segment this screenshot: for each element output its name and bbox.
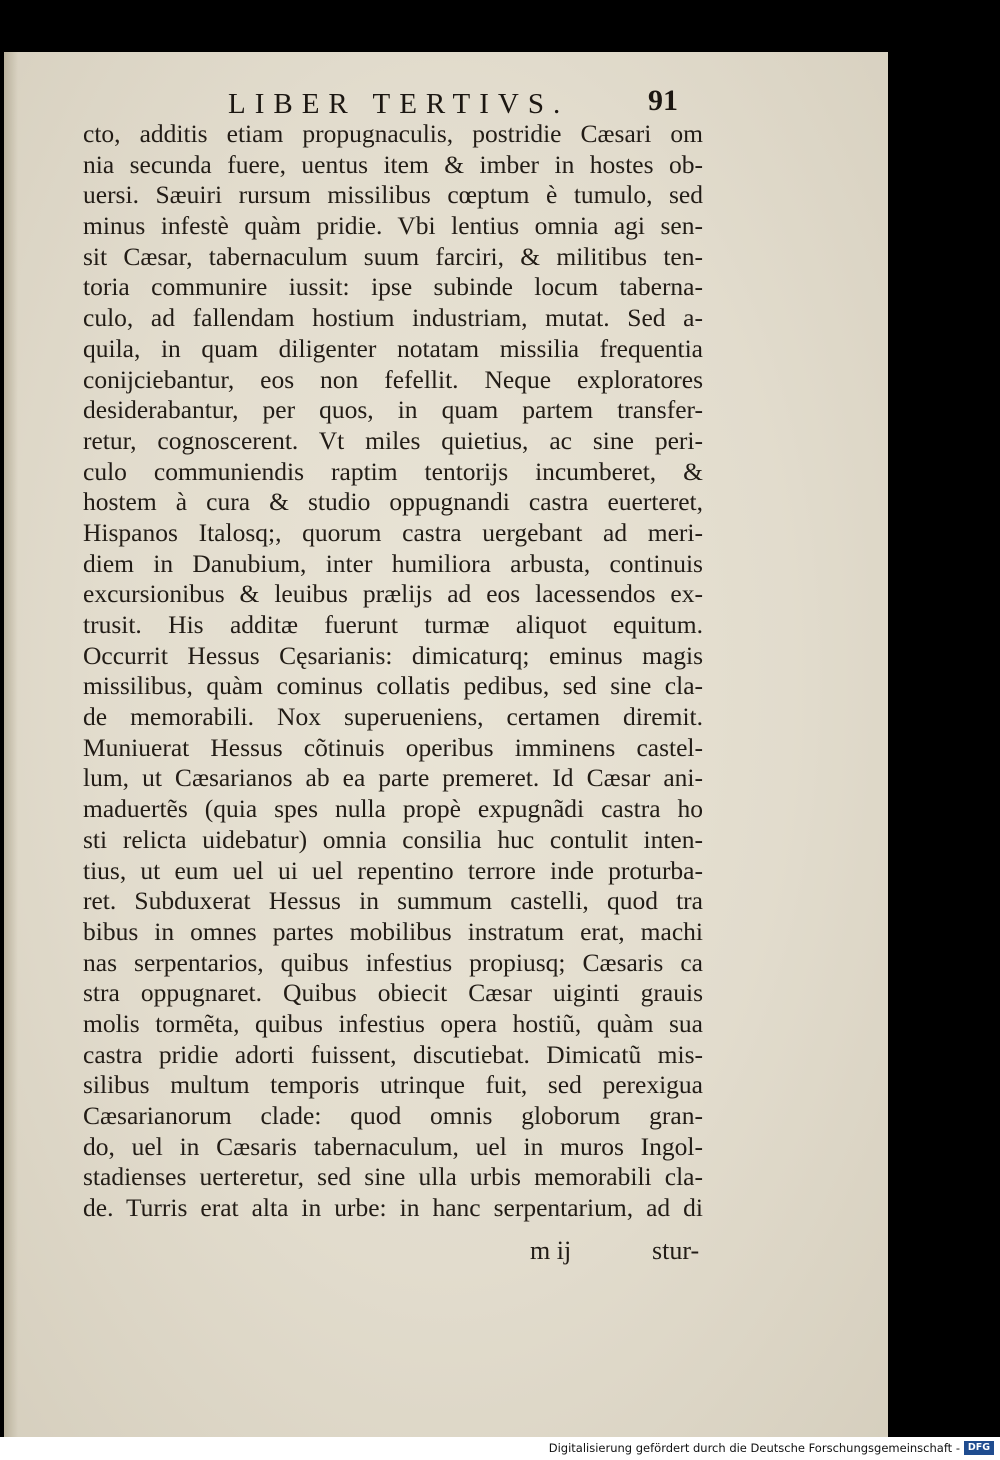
- text-line: maduertẽs (quia spes nulla propè expugnãdi castra ho: [83, 794, 703, 824]
- text-line: conijciebantur, eos non fefellit. Neque exploratores: [83, 364, 703, 394]
- text-line: molis tormẽta, quibus infestius opera hostiũ, quàm sua: [83, 1008, 703, 1038]
- text-line: sti relicta uidebatur) omnia consilia huc contulit inten-: [83, 824, 703, 854]
- page-gutter-shadow: [4, 52, 18, 1437]
- text-line: do, uel in Cæsaris tabernaculum, uel in muros Ingol-: [83, 1131, 703, 1161]
- text-line: retur, cognoscerent. Vt miles quietius, ac sine peri-: [83, 425, 703, 455]
- text-line: cto, additis etiam propugnaculis, postridie Cæsari om: [83, 119, 703, 148]
- page-number: 91: [648, 84, 678, 117]
- text-line: quila, in quam diligenter notatam missilia frequentia: [83, 333, 703, 363]
- text-line: lum, ut Cæsarianos ab ea parte premeret. Id Cæsar ani-: [83, 763, 703, 793]
- text-line: excursionibus & leuibus prælijs ad eos lacessendos ex-: [83, 579, 703, 609]
- credit-text: Digitalisierung gefördert durch die Deutsche Forschungsgemeinschaft -: [548, 1441, 960, 1455]
- text-line: nas serpentarios, quibus infestius propiusq; Cæsaris ca: [83, 947, 703, 977]
- text-line: uersi. Sæuiri rursum missilibus cœptum è tumulo, sed: [83, 180, 703, 210]
- text-line: toria communire iussit: ipse subinde locum taberna-: [83, 272, 703, 302]
- text-line: sit Cæsar, tabernaculum suum farciri, & militibus ten-: [83, 241, 703, 271]
- text-line: culo, ad fallendam hostium industriam, mutat. Sed a-: [83, 303, 703, 333]
- running-title: LIBER TERTIVS.: [228, 88, 570, 120]
- text-line: Occurrit Hessus Cęsarianis: dimicaturq; eminus magis: [83, 640, 703, 670]
- signature-mark: m ij: [530, 1236, 572, 1265]
- credit-bar: [0, 1437, 1000, 1460]
- text-line: trusit. His additæ fuerunt turmæ aliquot equitum.: [83, 610, 703, 639]
- text-line: Hispanos Italosq;, quorum castra uergebant ad meri-: [83, 517, 703, 547]
- text-line: stadienses uerteretur, sed sine ulla urbis memorabili cla-: [83, 1162, 703, 1192]
- text-line: diem in Danubium, inter humiliora arbusta, continuis: [83, 548, 703, 578]
- text-line: tius, ut eum uel ui uel repentino terrore inde proturba-: [83, 855, 703, 885]
- text-line: bibus in omnes partes mobilibus instratum erat, machi: [83, 916, 703, 946]
- text-line: silibus multum temporis utrinque fuit, sed perexigua: [83, 1070, 703, 1100]
- dfg-logo: DFG: [964, 1441, 994, 1455]
- body-text: [83, 119, 703, 1224]
- text-line: culo communiendis raptim tentorijs incumberet, &: [83, 456, 703, 486]
- text-line: ret. Subduxerat Hessus in summum castelli, quod tra: [83, 886, 703, 916]
- text-line: desiderabantur, per quos, in quam partem transfer-: [83, 395, 703, 425]
- text-line: Cæsarianorum clade: quod omnis globorum gran-: [83, 1101, 703, 1130]
- text-line: hostem à cura & studio oppugnandi castra euerteret,: [83, 487, 703, 517]
- text-line: Muniuerat Hessus cõtinuis operibus imminens castel-: [83, 732, 703, 762]
- text-line: nia secunda fuere, uentus item & imber in hostes ob-: [83, 149, 703, 179]
- catchword: stur-: [652, 1236, 700, 1265]
- text-line: stra oppugnaret. Quibus obiecit Cæsar uiginti grauis: [83, 978, 703, 1008]
- page-footer-line: [530, 1236, 710, 1276]
- text-line: castra pridie adorti fuissent, discutiebat. Dimicatũ mis-: [83, 1039, 703, 1069]
- text-line: minus infestè quàm pridie. Vbi lentius omnia agi sen-: [83, 211, 703, 241]
- text-line: de. Turris erat alta in urbe: in hanc serpentarium, ad di: [83, 1193, 703, 1223]
- text-line: de memorabili. Nox superueniens, certamen diremit.: [83, 702, 703, 732]
- text-line: missilibus, quàm cominus collatis pedibus, sed sine cla-: [83, 671, 703, 701]
